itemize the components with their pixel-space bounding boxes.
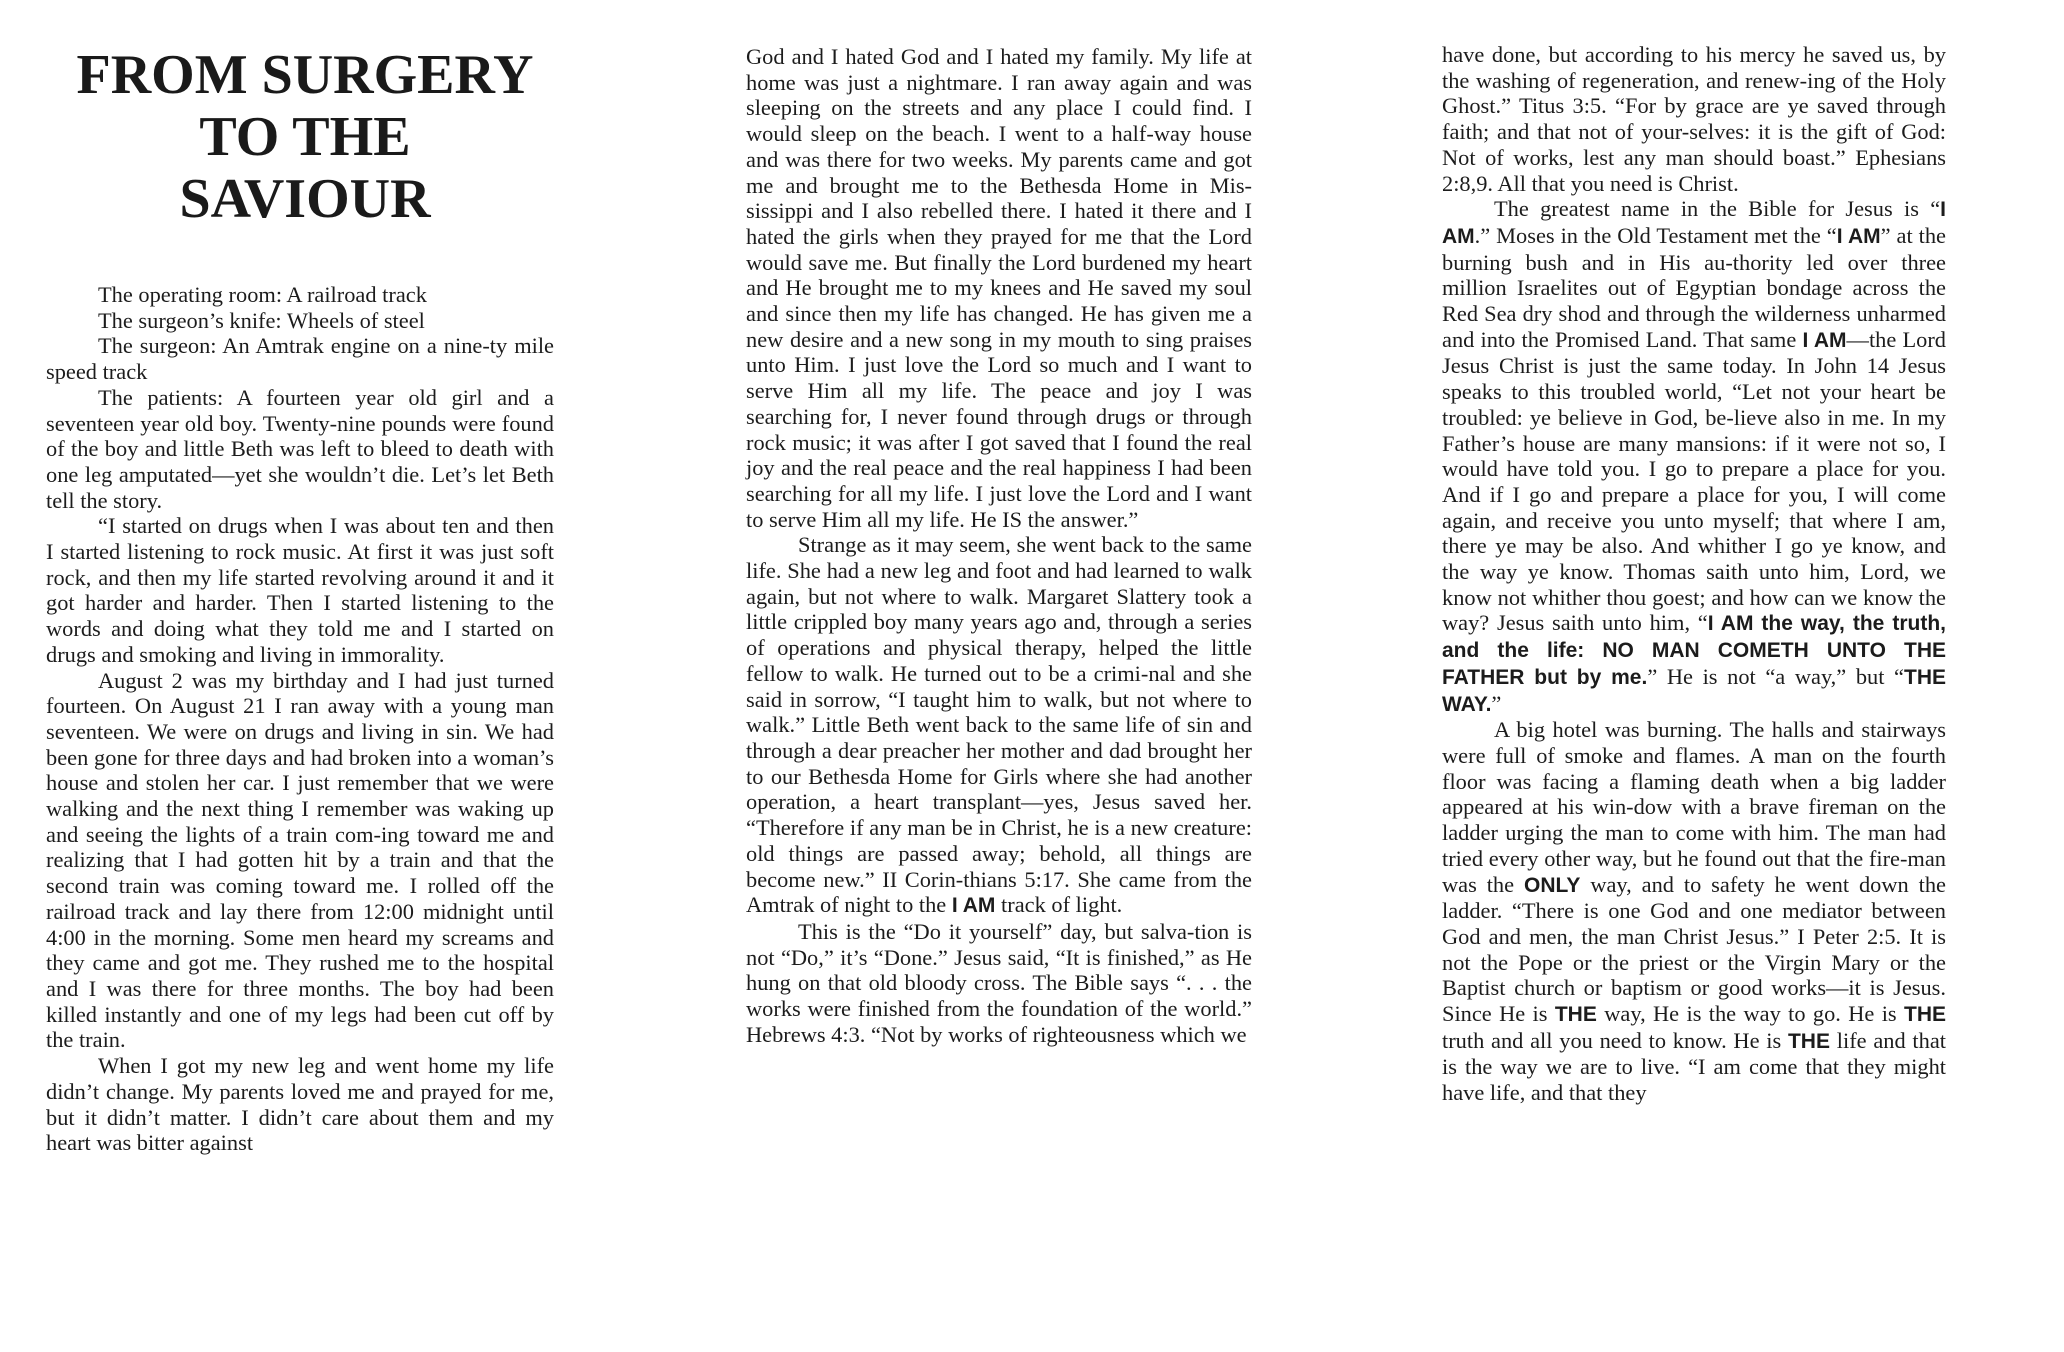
paragraph: August 2 was my birthday and I had just turned fourteen. On August 21 I ran away with a young man seventeen. We were on drugs and living in sin. We had been gone for three days and had broken into a woman’s house and stolen her car. I just remember that we were walking and the next thing I remember was waking up and seeing the lights of a train com-ing toward me and realizing that I had gotten hit by a train and that the second train was coming toward me. I rolled off the railroad track and lay there from 12:00 midnight until 4:00 in the morning. Some men heard my screams and they came and got me. They rushed me to the hospital and I was there for three months. The boy had been killed instantly and one of my legs had been cut off by the train. [46,667,554,1053]
emphasis: I AM [1802,328,1847,352]
text-run: A big hotel was burning. The halls and stairways were full of smoke and flames. A man on the fourth floor was facing a flaming death when a big ladder appeared at his win-dow with a brave fireman on the ladder urging the man to come with him. The man had tried every other way, but he found out that the fire-man was the [1442,717,1946,897]
emphasis: ONLY [1523,873,1581,897]
text-run: ” at the burning bush and in His au-thority led over three million Israelites out of Egyptian bondage across the Red Sea dry shod and through the wilderness unharmed and into the Promised Land. That same [1442,222,1946,352]
text-run: —the Lord Jesus Christ is just the same today. In John 14 Jesus speaks to this troubled world, “Let not your heart be troubled: ye believe in God, be-lieve also in me. In my Father’s house are many mansions: if it were not so, I would have told you. I go to prepare a place for you. And if I go and prepare a place for you, I will come again, and receive you unto myself; that where I am, there ye may be also. And whither I go ye know, and the way ye know. Thomas saith unto him, Lord, we know not whither thou goest; and how can we know the way? Jesus saith unto him, “ [1442,326,1946,636]
text-run: The greatest name in the Bible for Jesus is “ [1494,196,1941,222]
emphasis: THE [1554,1003,1597,1027]
paragraph: The patients: A fourteen year old girl and a seventeen year old boy. Twenty-nine pounds were found of the boy and little Beth was left to bleed to death with one leg amputated—yet she wouldn’t die. Let’s let Beth tell the story. [46,384,554,513]
text-run: truth and all you need to know. He is [1442,1027,1782,1053]
title-line-2: TO THE [199,106,411,168]
text-run: way, He is the way to go. He is [1604,1001,1897,1027]
title-line-3: SAVIOUR [179,168,431,230]
text-run: .” Moses in the Old Testament met the “ [1474,222,1837,248]
paragraph: The surgeon: An Amtrak engine on a nine-ty mile speed track [46,333,554,385]
paragraph: God and I hated God and I hated my family. My life at home was just a nightmare. I ran away again and was sleeping on the streets and any place I could find. I would sleep on the beach. I went to a half-way house and was there for two weeks. My parents came and got me and brought me to the Bethesda Home in Mis-sissippi and I also rebelled there. I hated it there and I hated the girls when they prayed for me that the Lord would save me. But finally the Lord burdened my heart and He brought me to my knees and He saved my soul and since then my life has changed. He has given me a new desire and a new song in my mouth to sing praises unto Him. I just love the Lord so much and I want to serve Him all my life. The peace and joy I was searching for, I never found through drugs or through rock music; it was after I got saved that I found the real joy and the real peace and the real happiness I had been searching for all my life. I just love the Lord and I want to serve Him all my life. He IS the answer.” [746,44,1252,532]
paragraph [1442,717,1946,1106]
paragraph: have done, but according to his mercy he saved us, by the washing of regeneration, and renew-ing of the Holy Ghost.” Titus 3:5. “For by grace are ye saved through faith; and that not of your-selves: it is the gift of God: Not of works, lest any man should boast.” Ephesians 2:8,9. All that you need is Christ. [1442,42,1946,196]
paragraph: The operating room: A railroad track [98,282,427,307]
paragraph [746,532,1252,919]
paragraph: This is the “Do it yourself” day, but salva-tion is not “Do,” it’s “Done.” Jesus said, “It is finished,” as He hung on that old bloody cross. The Bible says “. . . the works were finished from the foundation of the world.” Hebrews 4:3. “Not by works of righteousness which we [746,918,1252,1047]
emphasis: I AM the way, the truth, and the life: NO MAN COMETH UNTO THE FATHER but by me. [1442,612,1946,689]
emphasis: THE [1787,1029,1830,1053]
text-run: Strange as it may seem, she went back to the same life. She had a new leg and foot and had learned to walk again, but not where to walk. Margaret Slattery took a little crippled boy many years ago and, through a series of operations and physical therapy, helped the little fellow to walk. He turned out to be a crimi-nal and she said in sorrow, “I taught him to walk, but not where to walk.” Little Beth went back to the same life of sin and through a dear preacher her mother and dad brought her to our Bethesda Home for Girls where she had another operation, a heart transplant—yes, Jesus saved her. “Therefore if any man be in Christ, he is a new creature: old things are passed away; behold, all things are become new.” II Corin-thians 5:17. She came from the Amtrak of night to the [746,532,1252,918]
emphasis: THE WAY. [1442,665,1946,716]
text-run: track of light. [1001,892,1123,918]
emphasis: I AM [1442,198,1946,248]
column-2 [746,44,1252,1047]
column-3 [1442,42,1946,1106]
column-1 [46,44,554,1156]
paragraph [1442,196,1946,717]
text-run: ” [1491,690,1502,716]
paragraph: When I got my new leg and went home my life didn’t change. My parents loved me and prayed for me, but it didn’t matter. I didn’t care about them and my heart was bitter against [46,1053,554,1156]
article-title [46,44,554,230]
text-run: ” He is not “a way,” but “ [1647,663,1904,689]
text-run: way, and to safety he went down the ladder. “There is one God and one mediator between God and men, the man Christ Jesus.” I Peter 2:5. It is not the Pope or the priest or the Virgin Mary or the Baptist church or baptism or good works—it is Jesus. Since He is [1442,871,1946,1027]
paragraph: “I started on drugs when I was about ten and then I started listening to rock music. At first it was just soft rock, and then my life started revolving around it and it got harder and harder. Then I started listening to the words and doing what they told me and I started on drugs and smoking and living in immorality. [46,513,554,667]
emphasis: I AM [1836,224,1881,248]
paragraph: The surgeon’s knife: Wheels of steel [98,307,425,333]
emphasis: I AM [951,894,996,918]
text-run: life and that is the way we are to live. “I am come that they might have life, and that they [1442,1027,1946,1106]
emphasis: THE [1904,1003,1946,1027]
title-line-1: FROM SURGERY [76,44,534,106]
